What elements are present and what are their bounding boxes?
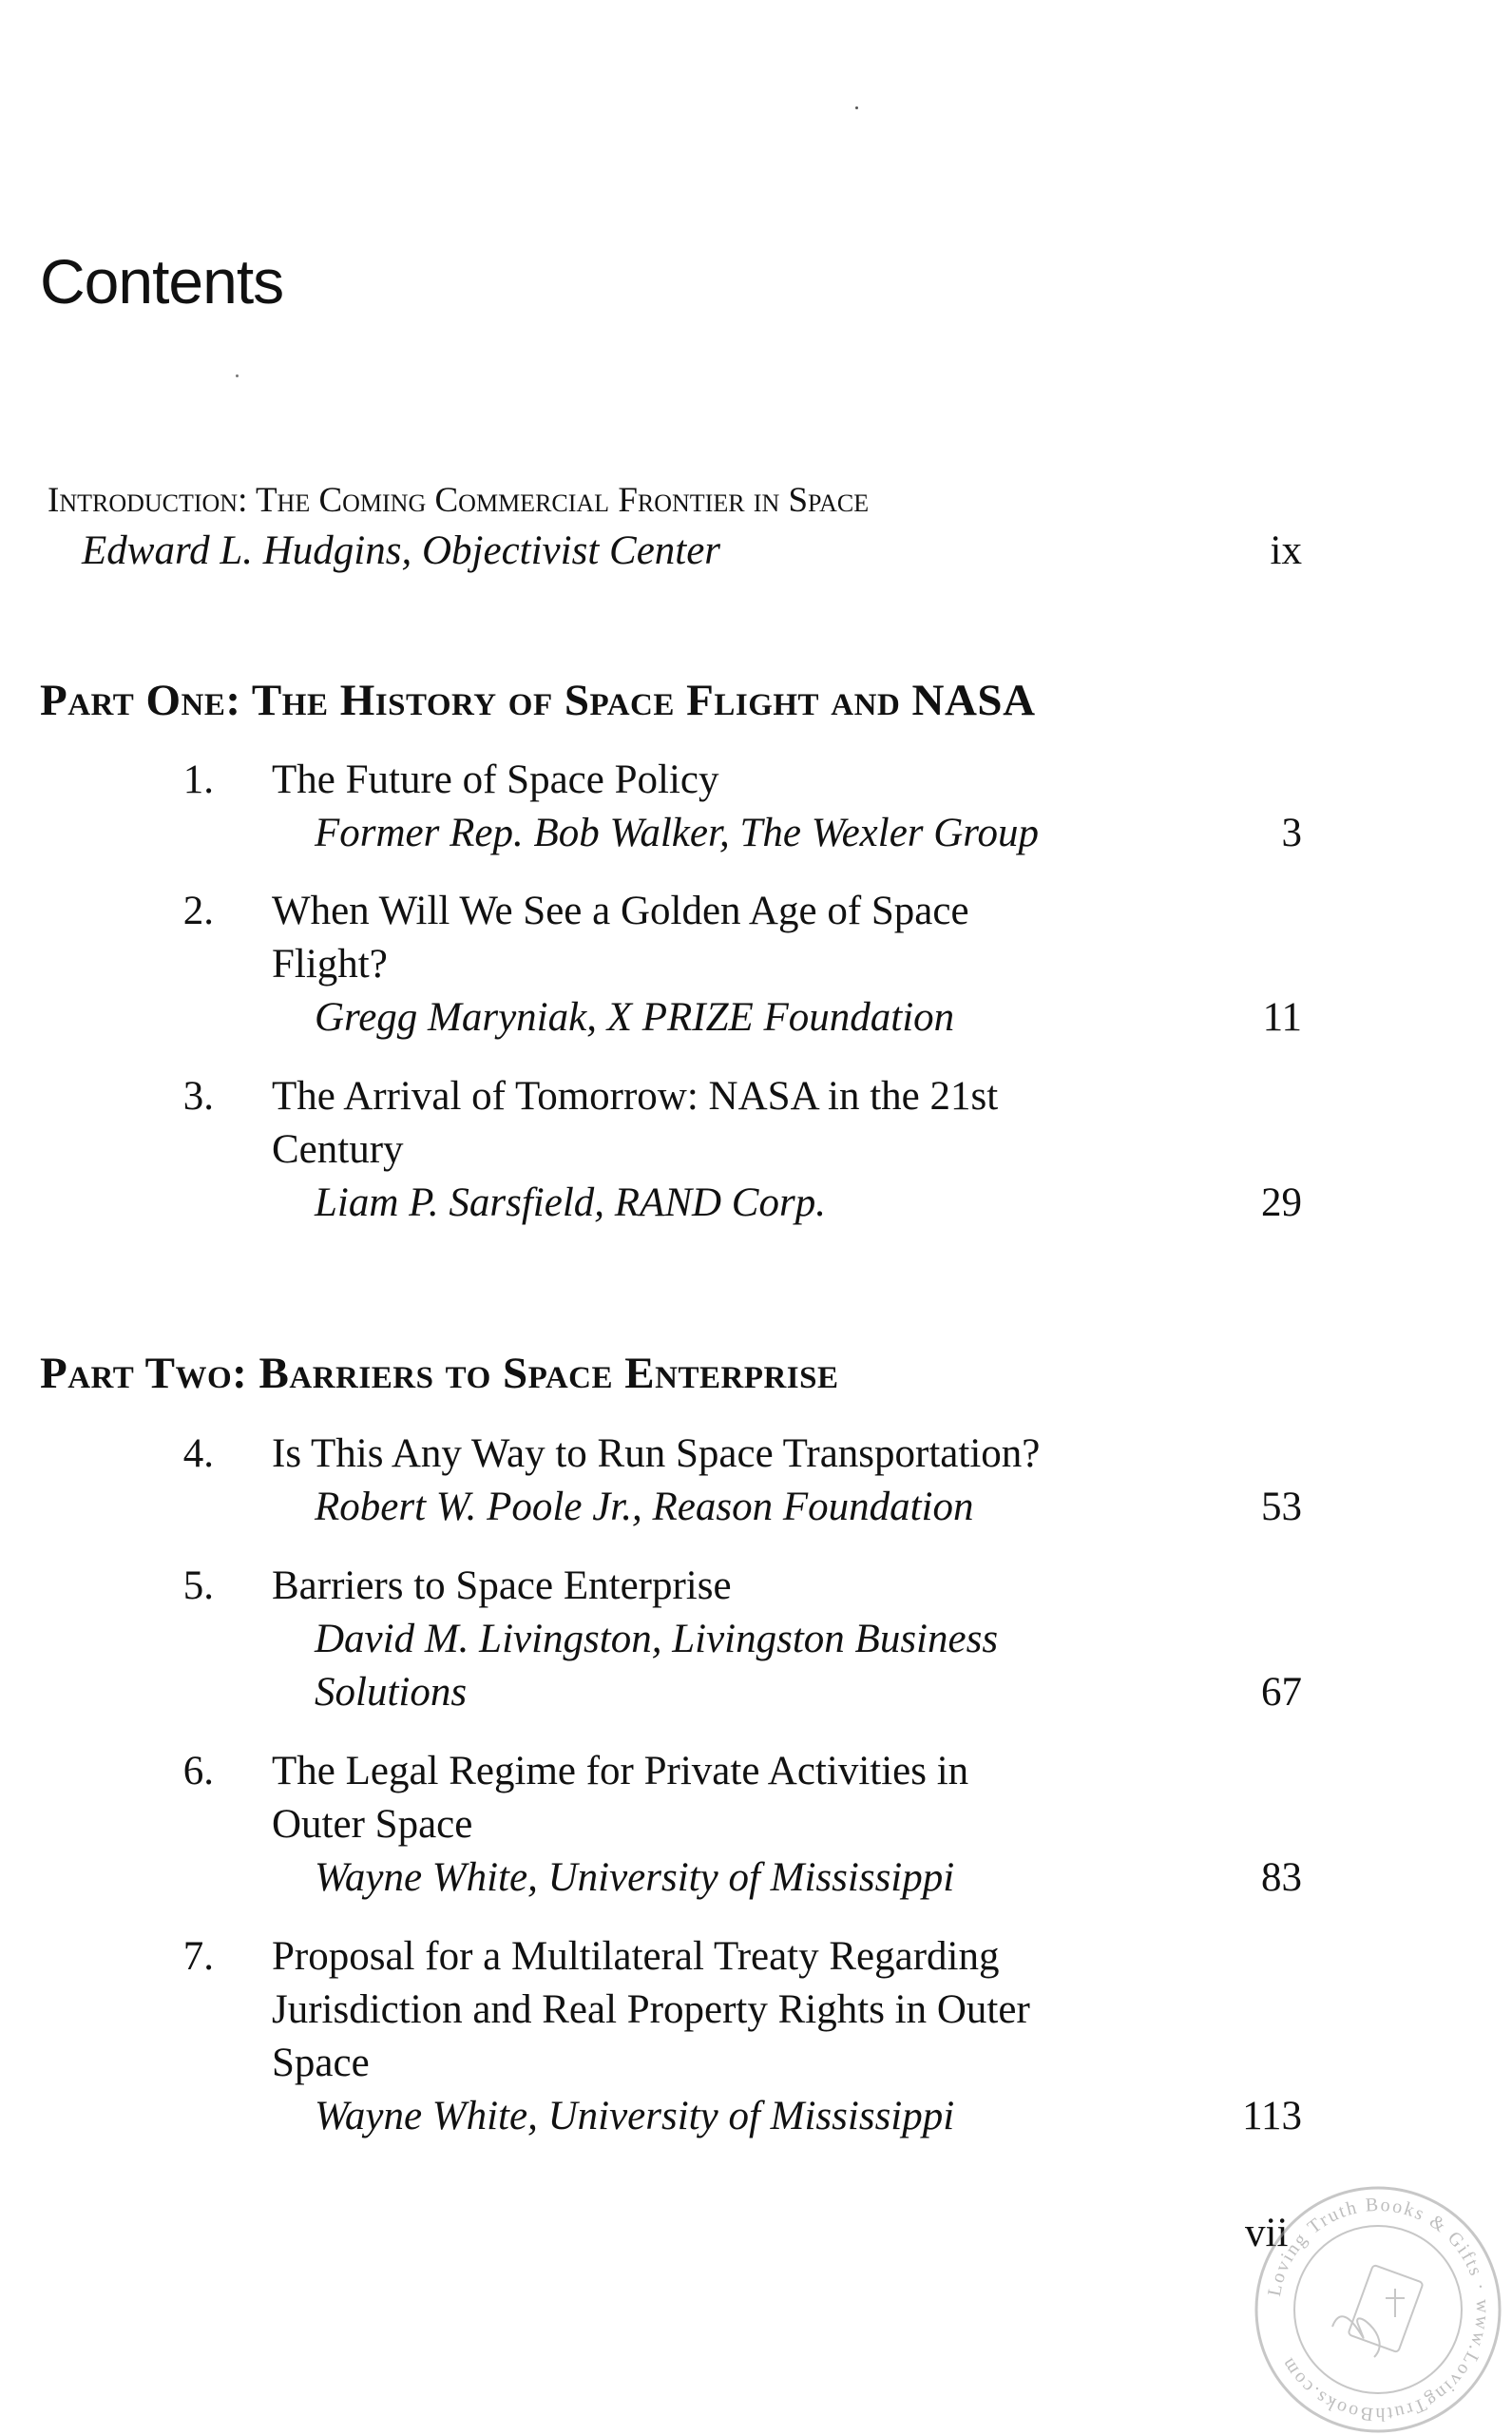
chapter-title: Space [272,2041,370,2085]
chapter-author: Robert W. Poole Jr., Reason Foundation [315,1485,974,1529]
bookseller-stamp [1253,2184,1503,2435]
speck-mark [236,374,239,377]
chapter-page: 83 [1261,1855,1302,1900]
chapter-title: Is This Any Way to Run Space Transportation? [272,1431,1041,1476]
chapter-author: Solutions [315,1670,468,1715]
chapter-title: Jurisdiction and Real Property Rights in Outer [272,1987,1030,2032]
chapter-title: Barriers to Space Enterprise [272,1563,732,1608]
chapter-number: 5. [182,1563,214,1608]
svg-text:Loving Truth Books & Gifts ·: Loving Truth Books & Gifts · www.LovingTruthBooks.com [1263,2194,1494,2425]
page-folio: vii [1245,2211,1289,2255]
chapter-number: 6. [182,1749,214,1793]
chapter-author: Wayne White, University of Mississippi [315,1855,955,1900]
part-two-heading: Part Two: Barriers to Space Enterprise [40,1349,839,1398]
chapter-number: 1. [182,757,214,802]
chapter-number: 4. [182,1431,214,1476]
chapter-title: Century [272,1127,404,1172]
chapter-page: 29 [1261,1180,1302,1225]
chapter-author: David M. Livingston, Livingston Business [315,1617,999,1661]
chapter-page: 113 [1242,2094,1302,2138]
chapter-author: Wayne White, University of Mississippi [315,2094,955,2138]
chapter-title: The Legal Regime for Private Activities in [272,1749,969,1793]
chapter-title: Proposal for a Multilateral Treaty Regarding [272,1934,1000,1979]
chapter-title: When Will We See a Golden Age of Space [272,889,969,933]
chapter-page: 3 [1281,811,1302,855]
introduction-heading: Introduction: The Coming Commercial Frontier in Space [48,481,870,520]
chapter-title: The Arrival of Tomorrow: NASA in the 21st [272,1074,999,1119]
introduction-page: ix [1270,528,1302,573]
chapter-number: 2. [182,889,214,933]
chapter-title: Flight? [272,942,388,987]
chapter-number: 7. [182,1934,214,1979]
part-one-heading: Part One: The History of Space Flight and NASA [40,676,1036,725]
chapter-title: Outer Space [272,1802,473,1847]
chapter-page: 11 [1262,995,1302,1040]
page-title: Contents [40,246,284,316]
chapter-number: 3. [182,1074,214,1119]
introduction-author: Edward L. Hudgins, Objectivist Center [82,528,721,573]
speck-mark [855,106,858,109]
chapter-author: Liam P. Sarsfield, RAND Corp. [315,1180,826,1225]
chapter-page: 53 [1261,1485,1302,1529]
chapter-title: The Future of Space Policy [272,757,719,802]
chapter-author: Gregg Maryniak, X PRIZE Foundation [315,995,955,1040]
chapter-page: 67 [1261,1670,1302,1715]
chapter-author: Former Rep. Bob Walker, The Wexler Group [315,811,1039,855]
